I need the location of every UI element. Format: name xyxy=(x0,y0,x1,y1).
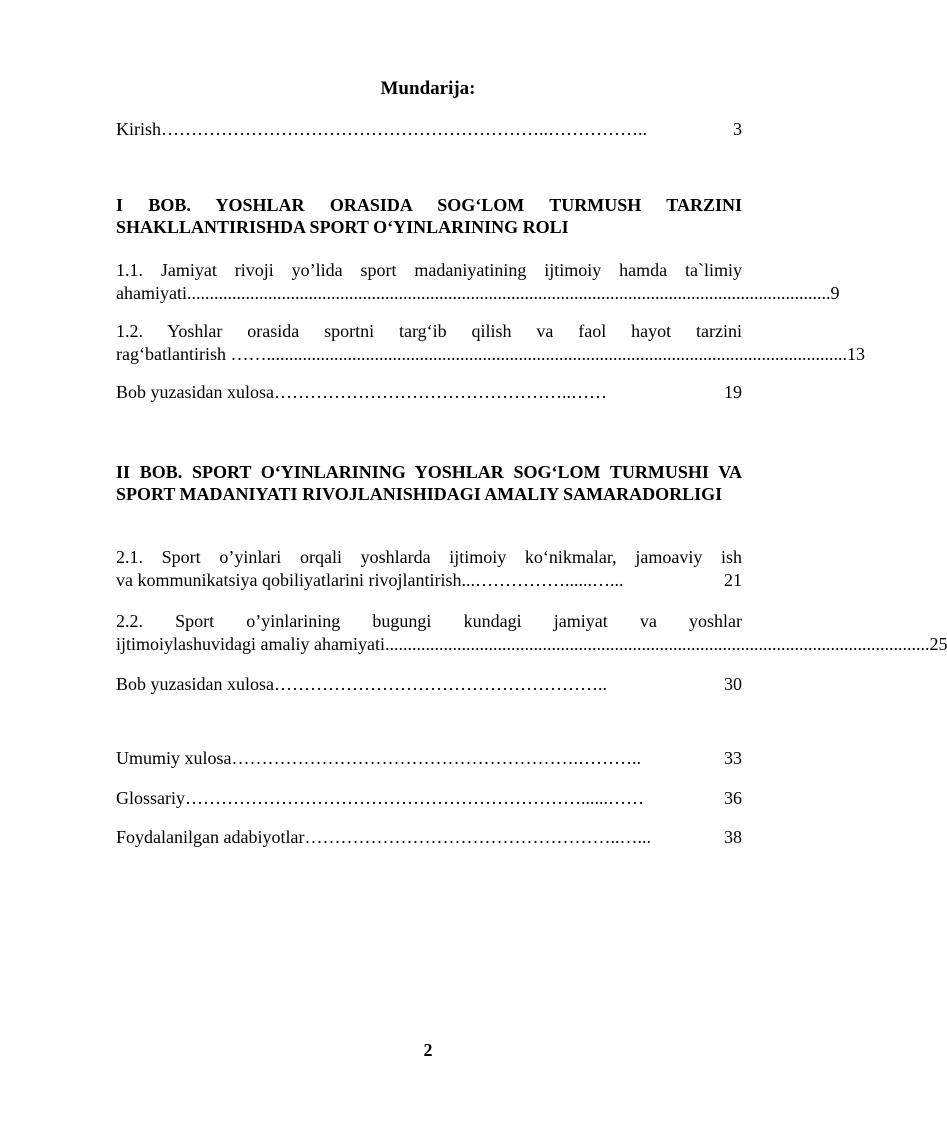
toc-entry-text: 1.1. Jamiyat rivoji yo’lida sport madaniyatining ijtimoiy hamda ta`limiy xyxy=(116,260,742,280)
toc-leader: ................................................................................................................................. xyxy=(266,344,847,364)
toc-leader: ...……………......…... xyxy=(461,570,624,590)
toc-entry-text: 2.2. Sport o’yinlarining bugungi kundagi jamiyat va yoshlar xyxy=(116,611,742,631)
toc-entry-2-2[interactable] xyxy=(116,610,947,656)
toc-entry-chapter-2-summary[interactable] xyxy=(116,673,742,696)
toc-page-number: 30 xyxy=(724,674,742,694)
toc-entry-text-cont: ijtimoiylashuvidagi amaliy ahamiyati xyxy=(116,634,385,654)
toc-page-number: 21 xyxy=(724,570,742,590)
toc-entry-text: 1.2. Yoshlar orasida sportni targ‘ib qilish va faol hayot tarzini xyxy=(116,321,742,341)
chapter-2-heading[interactable]: II BOB. SPORT O‘YINLARINING YOSHLAR SOG‘LOM TURMUSHI VA SPORT MADANIYATI RIVOJLANISHIDAGI AMALIY SAMARADORLIGI xyxy=(116,462,742,504)
toc-entry-2-1[interactable] xyxy=(116,546,742,592)
toc-entry-label: Umumiy xulosa xyxy=(116,748,232,768)
toc-entry-label: Bob yuzasidan xulosa xyxy=(116,674,274,694)
toc-entry-text-cont: ahamiyati xyxy=(116,283,187,303)
toc-entry-label: Foydalanilgan adabiyotlar xyxy=(116,827,305,847)
toc-page-number: 9 xyxy=(830,283,840,303)
toc-leader: …………………………………………..…… xyxy=(273,382,607,402)
toc-leader: ............................................................................................................................................... xyxy=(186,283,831,303)
chapter-1-heading[interactable]: I BOB. YOSHLAR ORASIDA SOG‘LOM TURMUSH TARZINI SHAKLLANTIRISHDA SPORT O‘YINLARINING ROLI xyxy=(116,195,742,237)
toc-page-number: 33 xyxy=(724,748,742,768)
toc-entry-label: Kirish xyxy=(116,119,161,139)
toc-entry-1-1[interactable] xyxy=(116,259,840,305)
toc-page-number: 38 xyxy=(724,827,742,847)
toc-leader: …………………………………………………………......…… xyxy=(185,788,644,808)
toc-title: Mundarija: xyxy=(380,78,476,99)
toc-page-number: 25 xyxy=(929,634,947,654)
toc-page-number: 13 xyxy=(846,344,865,364)
toc-page-number: 36 xyxy=(724,788,742,808)
toc-entry-label: Glossariy xyxy=(116,788,185,808)
toc-entry-1-2[interactable] xyxy=(116,320,865,366)
toc-entry-intro[interactable] xyxy=(116,118,742,141)
toc-entry-references[interactable] xyxy=(116,826,742,849)
toc-entry-text: 2.1. Sport o’yinlari orqali yoshlarda ijtimoiy ko‘nikmalar, jamoaviy ish xyxy=(116,547,742,567)
page-number: 2 xyxy=(423,1040,433,1060)
toc-entry-label: Bob yuzasidan xulosa xyxy=(116,382,274,402)
toc-page-number: 19 xyxy=(724,382,742,402)
toc-entry-text-cont: rag‘batlantirish …… xyxy=(116,344,267,364)
toc-entry-chapter-1-summary[interactable] xyxy=(116,381,742,404)
toc-entry-text-cont: va kommunikatsiya qobiliyatlarini rivojlantirish xyxy=(116,570,462,590)
toc-page-number: 3 xyxy=(733,119,742,139)
toc-entry-conclusion[interactable] xyxy=(116,747,742,770)
toc-leader: ……………………………………………….. xyxy=(273,674,607,694)
toc-entry-glossary[interactable] xyxy=(116,787,742,810)
toc-leader: ………………………………………………….……….. xyxy=(231,748,641,768)
toc-leader: ......................................................................................................................... xyxy=(384,634,930,654)
toc-leader: ……………………………………………..…... xyxy=(304,827,651,847)
toc-leader: ………………………………………………………..…………….. xyxy=(161,119,647,139)
